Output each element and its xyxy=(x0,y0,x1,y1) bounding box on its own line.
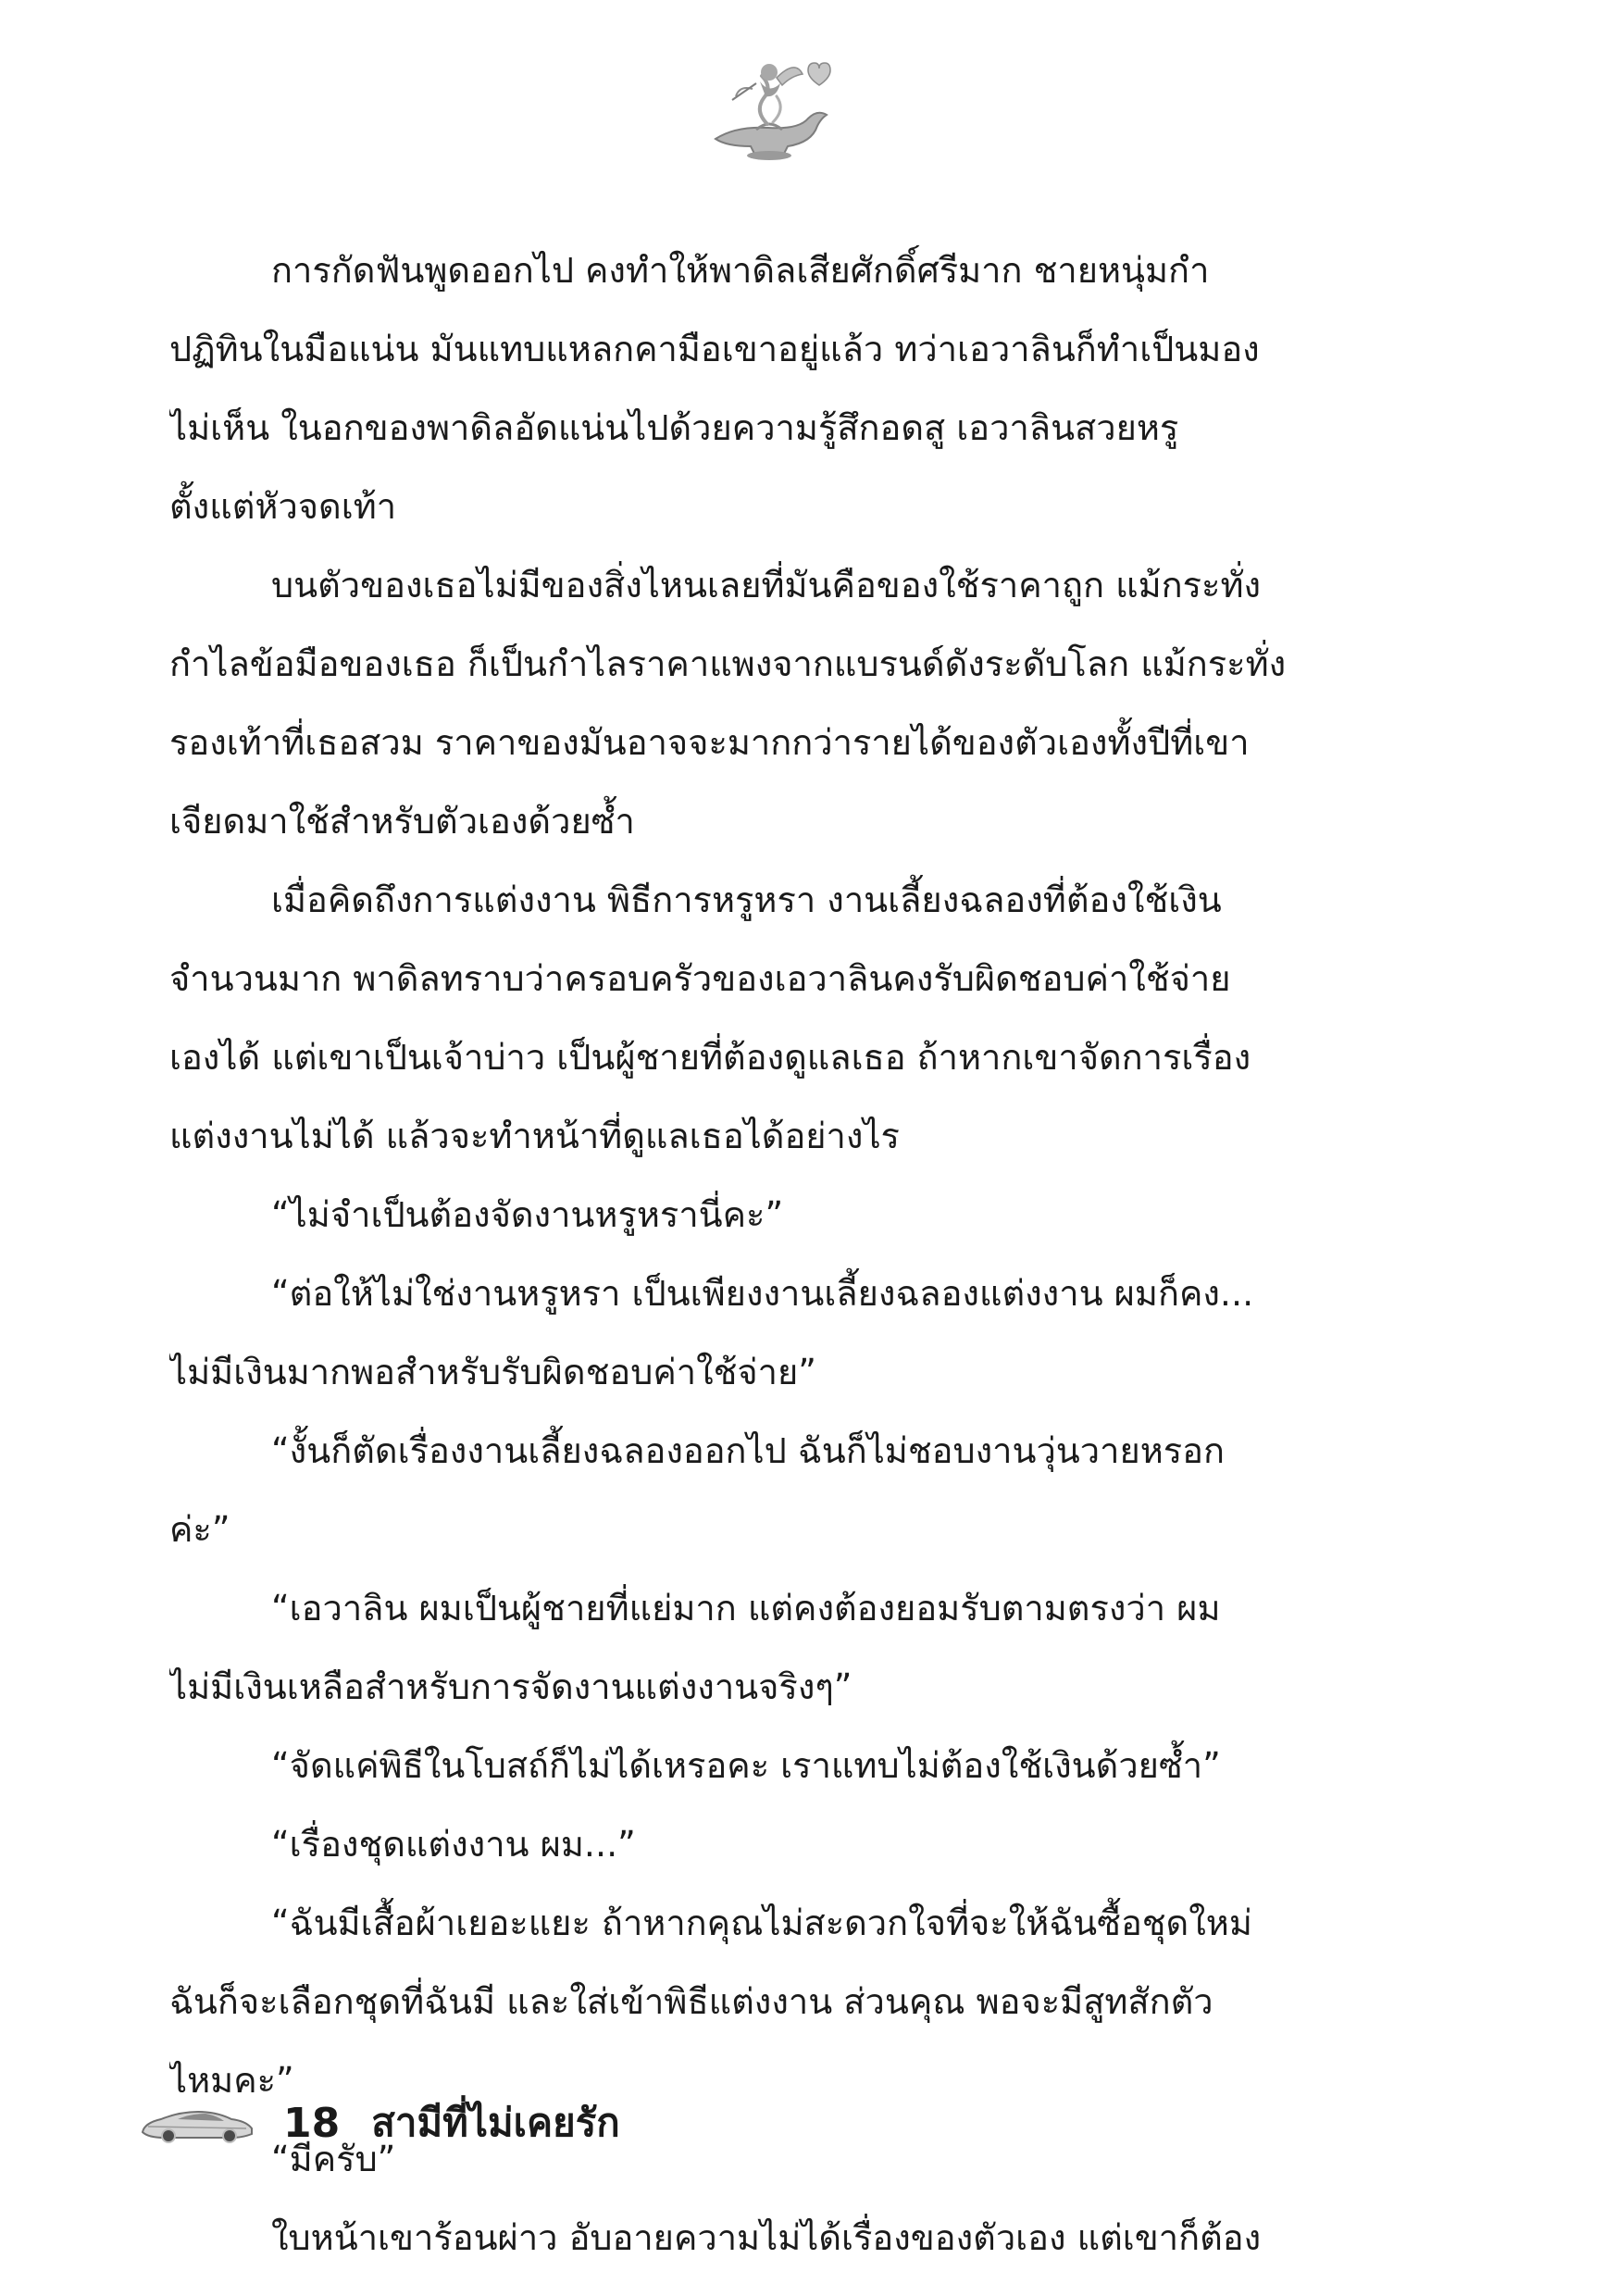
text-line: “ต่อให้ไม่ใช่งานหรูหรา เป็นเพียงงานเลี้ยงฉลองแต่งงาน ผมก็คง... xyxy=(271,1273,1254,1314)
text-line: ใบหน้าเขาร้อนผ่าว อับอายความไม่ได้เรื่องของตัวเอง แต่เขาก็ต้อง xyxy=(271,2217,1262,2258)
text-line: ไม่เห็น ในอกของพาดิลอัดแน่นไปด้วยความรู้สึกอดสู เอวาลินสวยหรู xyxy=(169,407,1179,448)
text-line: ฉันก็จะเลือกชุดที่ฉันมี และใส่เข้าพิธีแต่งงาน ส่วนคุณ พอจะมีสูทสักตัว xyxy=(169,1981,1214,2022)
text-line: “เรื่องชุดแต่งงาน ผม...” xyxy=(271,1824,636,1865)
text-line: “จัดแค่พิธีในโบสถ์ก็ไม่ได้เหรอคะ เราแทบไม่ต้องใช้เงินด้วยซ้ำ” xyxy=(271,1745,1221,1786)
text-line: ปฏิทินในมือแน่น มันแทบแหลกคามือเขาอยู่แล้ว ทว่าเอวาลินก็ทำเป็นมอง xyxy=(169,329,1260,369)
text-line: รองเท้าที่เธอสวม ราคาของมันอาจจะมากกว่ารายได้ของตัวเองทั้งปีที่เขา xyxy=(169,722,1250,763)
text-line: “ฉันมีเสื้อผ้าเยอะแยะ ถ้าหากคุณไม่สะดวกใจที่จะให้ฉันซื้อชุดใหม่ xyxy=(271,1903,1252,1943)
text-line: ไหมคะ” xyxy=(169,2060,294,2101)
text-line: “เอวาลิน ผมเป็นผู้ชายที่แย่มาก แต่คงต้องยอมรับตามตรงว่า ผม xyxy=(271,1588,1221,1628)
page-number: 18 xyxy=(283,2099,341,2147)
text-line: เองได้ แต่เขาเป็นเจ้าบ่าว เป็นผู้ชายที่ต้องดูแลเธอ ถ้าหากเขาจัดการเรื่อง xyxy=(169,1037,1251,1078)
text-line: ตั้งแต่หัวจดเท้า xyxy=(169,486,397,527)
body-text xyxy=(169,231,1373,2277)
text-line: “งั้นก็ตัดเรื่องงานเลี้ยงฉลองออกไป ฉันก็ไม่ชอบงานวุ่นวายหรอก xyxy=(271,1430,1226,1471)
text-line: บนตัวของเธอไม่มีของสิ่งไหนเลยที่มันคือของใช้ราคาถูก แม้กระทั่ง xyxy=(271,565,1262,605)
text-line: แต่งงานไม่ได้ แล้วจะทำหน้าที่ดูแลเธอได้อย่างไร xyxy=(169,1116,900,1156)
sports-car-icon xyxy=(139,2101,255,2145)
page-footer xyxy=(139,2090,620,2155)
text-line: ไม่มีเงินมากพอสำหรับรับผิดชอบค่าใช้จ่าย” xyxy=(169,1352,816,1392)
text-line: เจียดมาใช้สำหรับตัวเองด้วยซ้ำ xyxy=(169,801,635,842)
book-title: สามีที่ไม่เคยรัก xyxy=(371,2100,620,2145)
text-line: “มีครับ” xyxy=(271,2139,396,2179)
magic-lamp-cupid-icon xyxy=(699,54,838,165)
text-line: การกัดฟันพูดออกไป คงทำให้พาดิลเสียศักดิ์ศรีมาก ชายหนุ่มกำ xyxy=(271,250,1210,291)
text-line: ค่ะ” xyxy=(169,1509,230,1550)
text-line: กำไลข้อมือของเธอ ก็เป็นกำไลราคาแพงจากแบรนด์ดังระดับโลก แม้กระทั่ง xyxy=(169,643,1287,684)
text-line: ไม่มีเงินเหลือสำหรับการจัดงานแต่งงานจริงๆ” xyxy=(169,1666,853,1707)
text-line: “ไม่จำเป็นต้องจัดงานหรูหรานี่คะ” xyxy=(271,1194,784,1235)
text-line: จำนวนมาก พาดิลทราบว่าครอบครัวของเอวาลินคงรับผิดชอบค่าใช้จ่าย xyxy=(169,958,1231,999)
text-line: เมื่อคิดถึงการแต่งงาน พิธีการหรูหรา งานเลี้ยงฉลองที่ต้องใช้เงิน xyxy=(271,880,1222,920)
